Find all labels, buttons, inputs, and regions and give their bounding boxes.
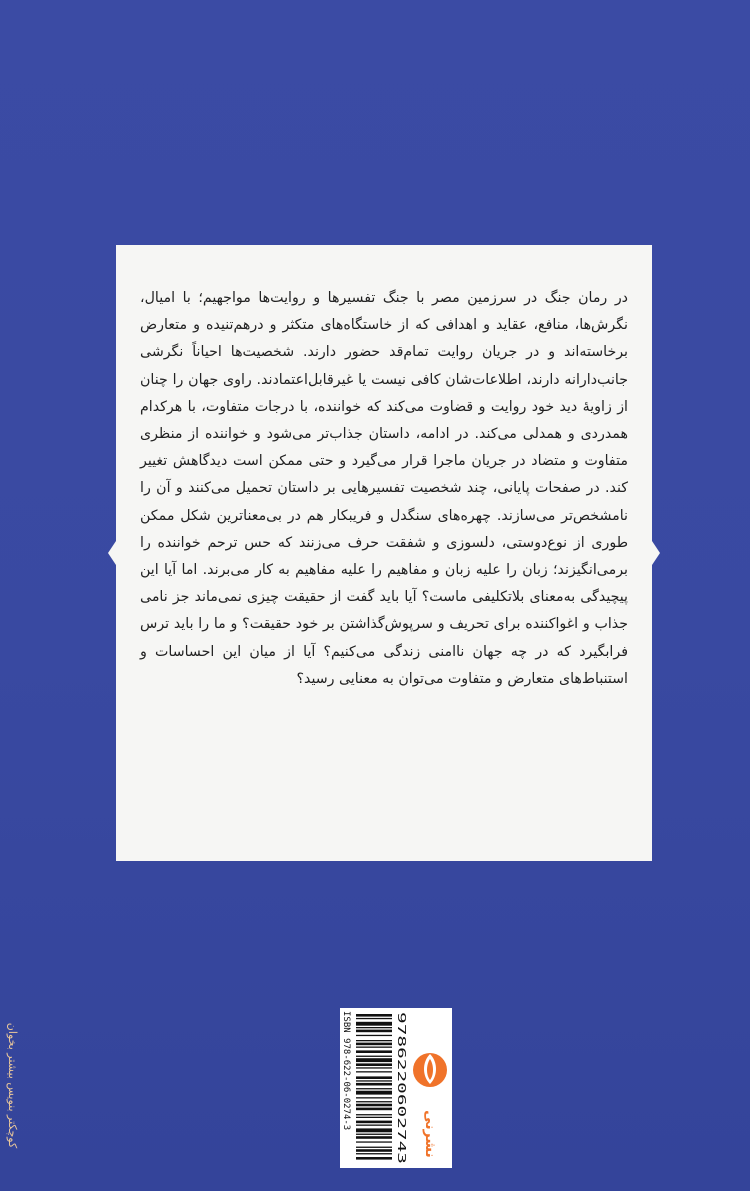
barcode-bar [356,1091,392,1095]
barcode-bar [356,1040,392,1041]
barcode-bar [356,1076,392,1079]
barcode-bar [356,1153,392,1154]
blurb-box-notch-left [108,541,116,565]
barcode-bar [356,1157,392,1160]
publisher-logo-box [408,1008,452,1168]
barcode-bar [356,1141,392,1142]
barcode-bar [356,1097,392,1098]
barcode-bar [356,1101,392,1102]
barcode-bar [356,1014,392,1017]
barcode-bar [356,1128,392,1132]
barcode-bar [356,1022,392,1026]
barcode-bar [356,1114,392,1115]
barcode-bar [356,1083,392,1086]
barcode-bar [356,1134,392,1135]
barcode-bar [356,1063,392,1066]
barcode-number: 9786220602743 [395,1012,408,1099]
barcode-bar [356,1121,392,1124]
barcode-bar [356,1035,392,1036]
barcode-bar [356,1088,392,1089]
isbn-barcode [340,1008,408,1168]
barcode-bar [356,1108,392,1111]
publisher-name-text: نشرنی [422,1110,439,1158]
spine-credit-text: کوچکتر بنویس بیشتر بخوان [6,1022,20,1148]
barcode-bar [356,1067,392,1068]
blurb-box [116,245,652,861]
barcode-bar [356,1125,392,1126]
barcode-bar [356,1117,392,1118]
barcode-bar [356,1058,392,1062]
barcode-bar [356,1030,392,1033]
barcode-graphic [340,1008,408,1168]
barcode-bar [356,1050,392,1053]
barcode-bar [356,1027,392,1028]
blurb-box-notch-right [652,541,660,565]
barcode-bar [356,1136,392,1139]
barcode-bar [356,1043,392,1046]
barcode-bar [356,1147,392,1148]
barcode-bar [356,1104,392,1107]
publisher-name [408,1104,452,1164]
flame-logo-icon [408,1008,452,1104]
barcode-bar [356,1047,392,1048]
barcode-bar [356,1056,392,1057]
barcode-bar [356,1071,392,1072]
spine-credit [0,990,26,1180]
isbn-label: ISBN 978-622-06-0274-3 [341,1011,351,1131]
barcode-bar [356,1149,392,1152]
barcode-bar [356,1018,392,1019]
blurb-text: در رمان جنگ در سرزمین مصر با جنگ تفسیرها و روایت‌ها مواجهیم؛ با امیال، نگرش‌ها، منافع، عقاید و اهدافی که از خاستگاه‌های متکثر و درهم‌تنیده و متعارض برخاسته‌اند و در جریان روایت تمام‌قد حضور دارند. شخصیت‌ها احیاناً نگرشی جانب‌دارانه دارند، اطلاعات‌شان کافی نیست یا غیرقابل‌اعتمادند. راوی جهان را چنان از زاویهٔ دید خود روایت و قضاوت می‌کند که خواننده، با درجات متفاوت، با هرکدام همدردی و همدلی می‌کند. در ادامه، داستان جذاب‌تر می‌شود و خواننده از منظری متفاوت و متضاد در جریان ماجرا قرار می‌گیرد و حتی ممکن است دیدگاهش تغییر کند. در صفحات پایانی، چند شخصیت تفسیرهایی بر داستان تحمیل می‌کنند و آن را نامشخص‌تر می‌سازند. چهره‌های سنگدل و فریبکار هم در بی‌معناترین شکل ممکن طوری از نوع‌دوستی، دلسوزی و شفقت حرف می‌زنند که حس ترحم خواننده را برمی‌انگیزند؛ زبان را علیه زبان و مفاهیم را علیه مفاهیم به کار می‌برند. اما آیا این پیچیدگی به‌معنای بلاتکلیفی ماست؟ آیا باید گفت از حقیقت چیزی نمی‌ماند جز نامی جذاب و اغواکننده برای تحریف و سرپوش‌گذاشتن بر خود حقیقت؟ و ما را باید ترس فرابگیرد که در چه جهان ناامنی زندگی می‌کنیم؟ آیا از میان این احساسات و استنباط‌های متعارض و متفاوت می‌توان به معنایی رسید؟ [140,290,628,687]
barcode-bar [356,1080,392,1081]
